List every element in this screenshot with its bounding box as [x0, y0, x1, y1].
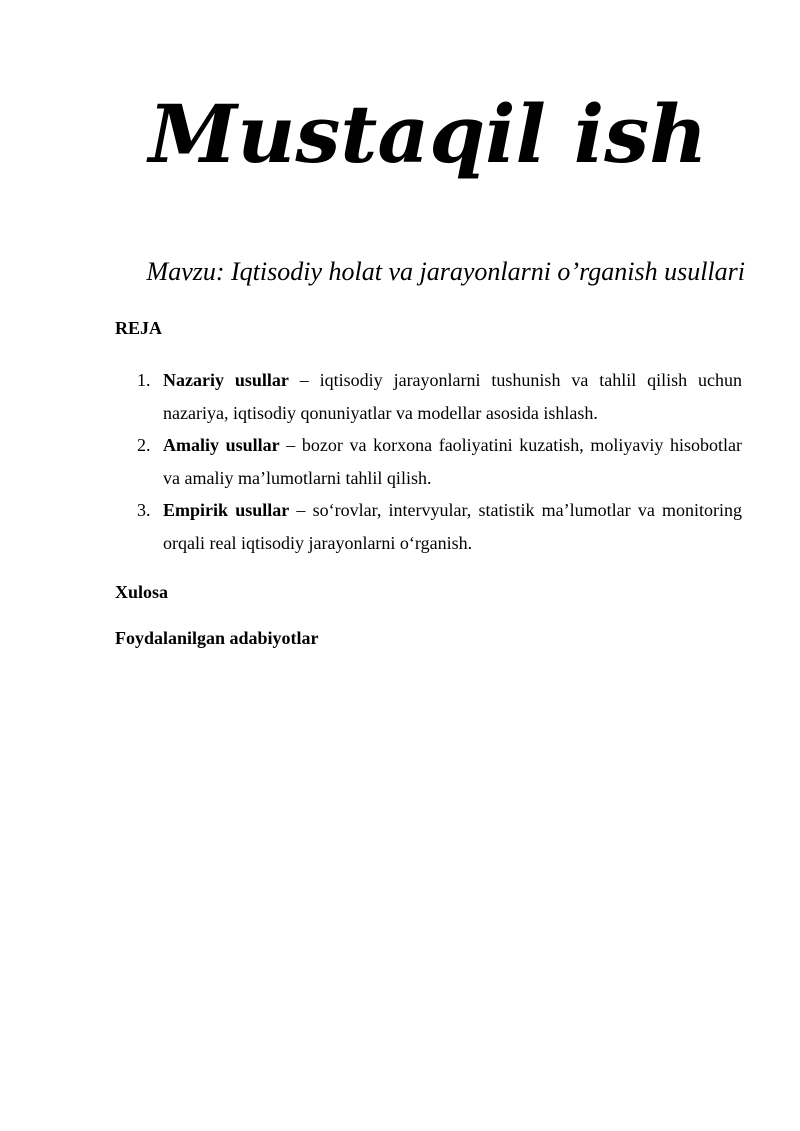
- plan-item-term: Nazariy usullar: [163, 370, 289, 390]
- conclusion-heading: Xulosa: [115, 582, 169, 602]
- document-title: Mustaqil ish: [148, 87, 708, 181]
- plan-item-text: – so‘rovlar, intervyular, statistik ma’lumotlar va monitoring orqali real iqtisodiy jarayonlarni o‘rganish.: [163, 500, 742, 553]
- plan-item-term: Amaliy usullar: [163, 435, 280, 455]
- plan-list: [115, 364, 742, 559]
- document-subtitle: Mavzu: Iqtisodiy holat va jarayonlarni o’rganish usullari: [146, 257, 745, 286]
- plan-item-number: 1.: [137, 370, 151, 390]
- plan-item-number: 2.: [137, 435, 151, 455]
- plan-heading: REJA: [115, 318, 163, 338]
- references-heading: Foydalanilgan adabiyotlar: [115, 628, 319, 648]
- plan-item-number: 3.: [137, 500, 151, 520]
- plan-item-term: Empirik usullar: [163, 500, 290, 520]
- plan-item: [115, 494, 742, 559]
- plan-item: [115, 364, 742, 429]
- plan-item: [115, 429, 742, 494]
- plan-item-text: – iqtisodiy jarayonlarni tushunish va tahlil qilish uchun nazariya, iqtisodiy qonuniyatlar va modellar asosida ishlash.: [163, 370, 742, 423]
- plan-item-text: – bozor va korxona faoliyatini kuzatish, moliyaviy hisobotlar va amaliy ma’lumotlarni tahlil qilish.: [163, 435, 743, 488]
